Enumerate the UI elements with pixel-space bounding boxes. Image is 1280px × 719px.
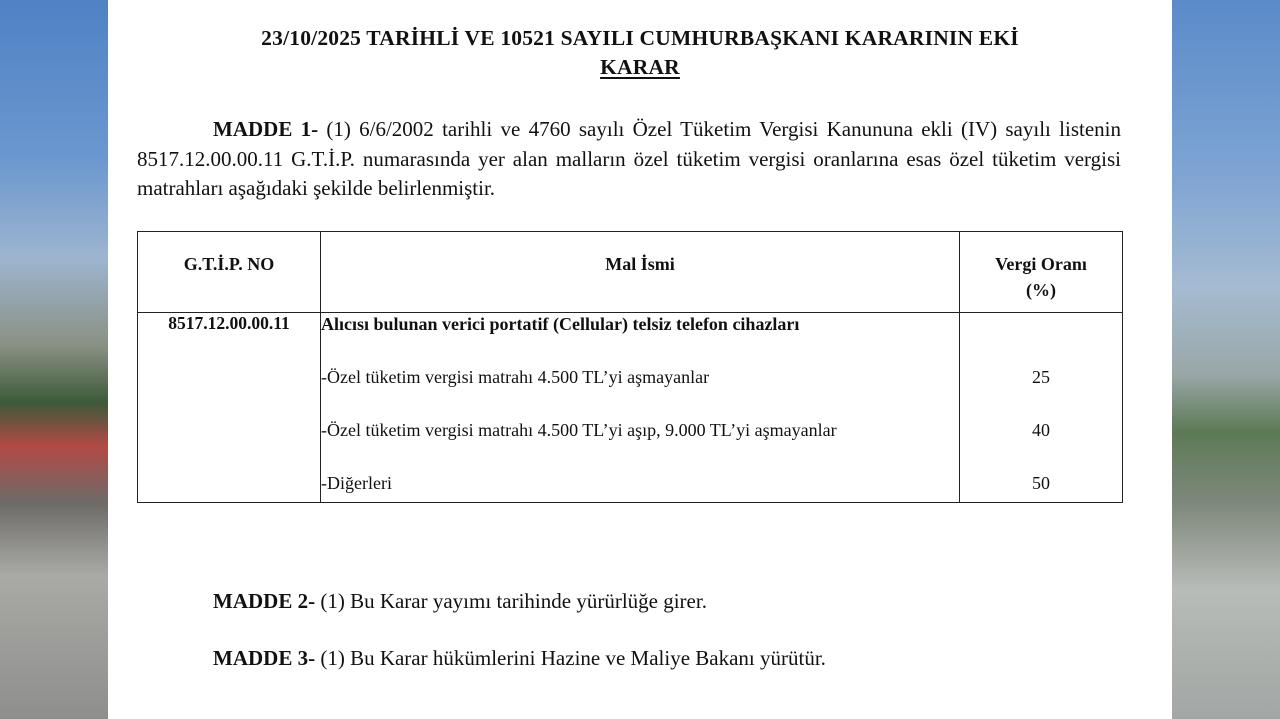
rate-value: 40	[1032, 420, 1050, 440]
document-subtitle	[108, 55, 1172, 80]
table-row	[138, 313, 1123, 503]
rate-value: 50	[1032, 473, 1050, 493]
madde-2-paragraph	[213, 589, 707, 614]
madde-1-paragraph	[137, 115, 1121, 204]
header-vergi-orani-line1: Vergi Oranı	[995, 254, 1087, 274]
rate-value	[960, 313, 1122, 366]
gtip-code-cell: 8517.12.00.00.11	[138, 313, 321, 503]
document-title: 23/10/2025 TARİHLİ VE 10521 SAYILI CUMHURBAŞKANI KARARININ EKİ	[261, 26, 1019, 50]
goods-item: -Özel tüketim vergisi matrahı 4.500 TL’yi aşmayanlar	[321, 367, 710, 387]
header-mal-ismi: Mal İsmi	[321, 232, 960, 313]
document-page	[108, 0, 1172, 719]
goods-item: -Özel tüketim vergisi matrahı 4.500 TL’yi aşıp, 9.000 TL’yi aşmayanlar	[321, 420, 837, 440]
rate-value: 25	[1032, 367, 1050, 387]
table-header-row	[138, 232, 1123, 313]
tax-rate-table	[137, 231, 1123, 503]
madde-1-label: MADDE 1-	[213, 117, 319, 141]
madde-3-paragraph	[213, 646, 826, 671]
blurred-background-left	[0, 0, 108, 719]
madde-3-label: MADDE 3-	[213, 646, 316, 670]
goods-cell	[321, 313, 960, 503]
header-vergi-orani-unit: (%)	[1026, 280, 1056, 300]
madde-1-text: (1) 6/6/2002 tarihli ve 4760 sayılı Özel Tüketim Vergisi Kanununa ekli (IV) sayılı listenin 8517.12.00.00.11 G.T.İ.P. numarasında yer alan malların özel tüketim vergisi oranlarına esas özel tüketim vergisi matrahları aşağıdaki şekilde belirlenmiştir.	[137, 117, 1121, 200]
madde-3-text: (1) Bu Karar hükümlerini Hazine ve Maliye Bakanı yürütür.	[315, 646, 826, 670]
goods-item: -Diğerleri	[321, 473, 392, 493]
header-gtip-no: G.T.İ.P. NO	[138, 232, 321, 313]
rate-cell	[960, 313, 1123, 503]
madde-2-text: (1) Bu Karar yayımı tarihinde yürürlüğe girer.	[315, 589, 707, 613]
karar-heading: KARAR	[600, 55, 680, 79]
header-vergi-orani	[960, 232, 1123, 313]
goods-item-heading: Alıcısı bulunan verici portatif (Cellular) telsiz telefon cihazları	[321, 314, 800, 334]
blurred-background-right	[1172, 0, 1280, 719]
madde-2-label: MADDE 2-	[213, 589, 316, 613]
